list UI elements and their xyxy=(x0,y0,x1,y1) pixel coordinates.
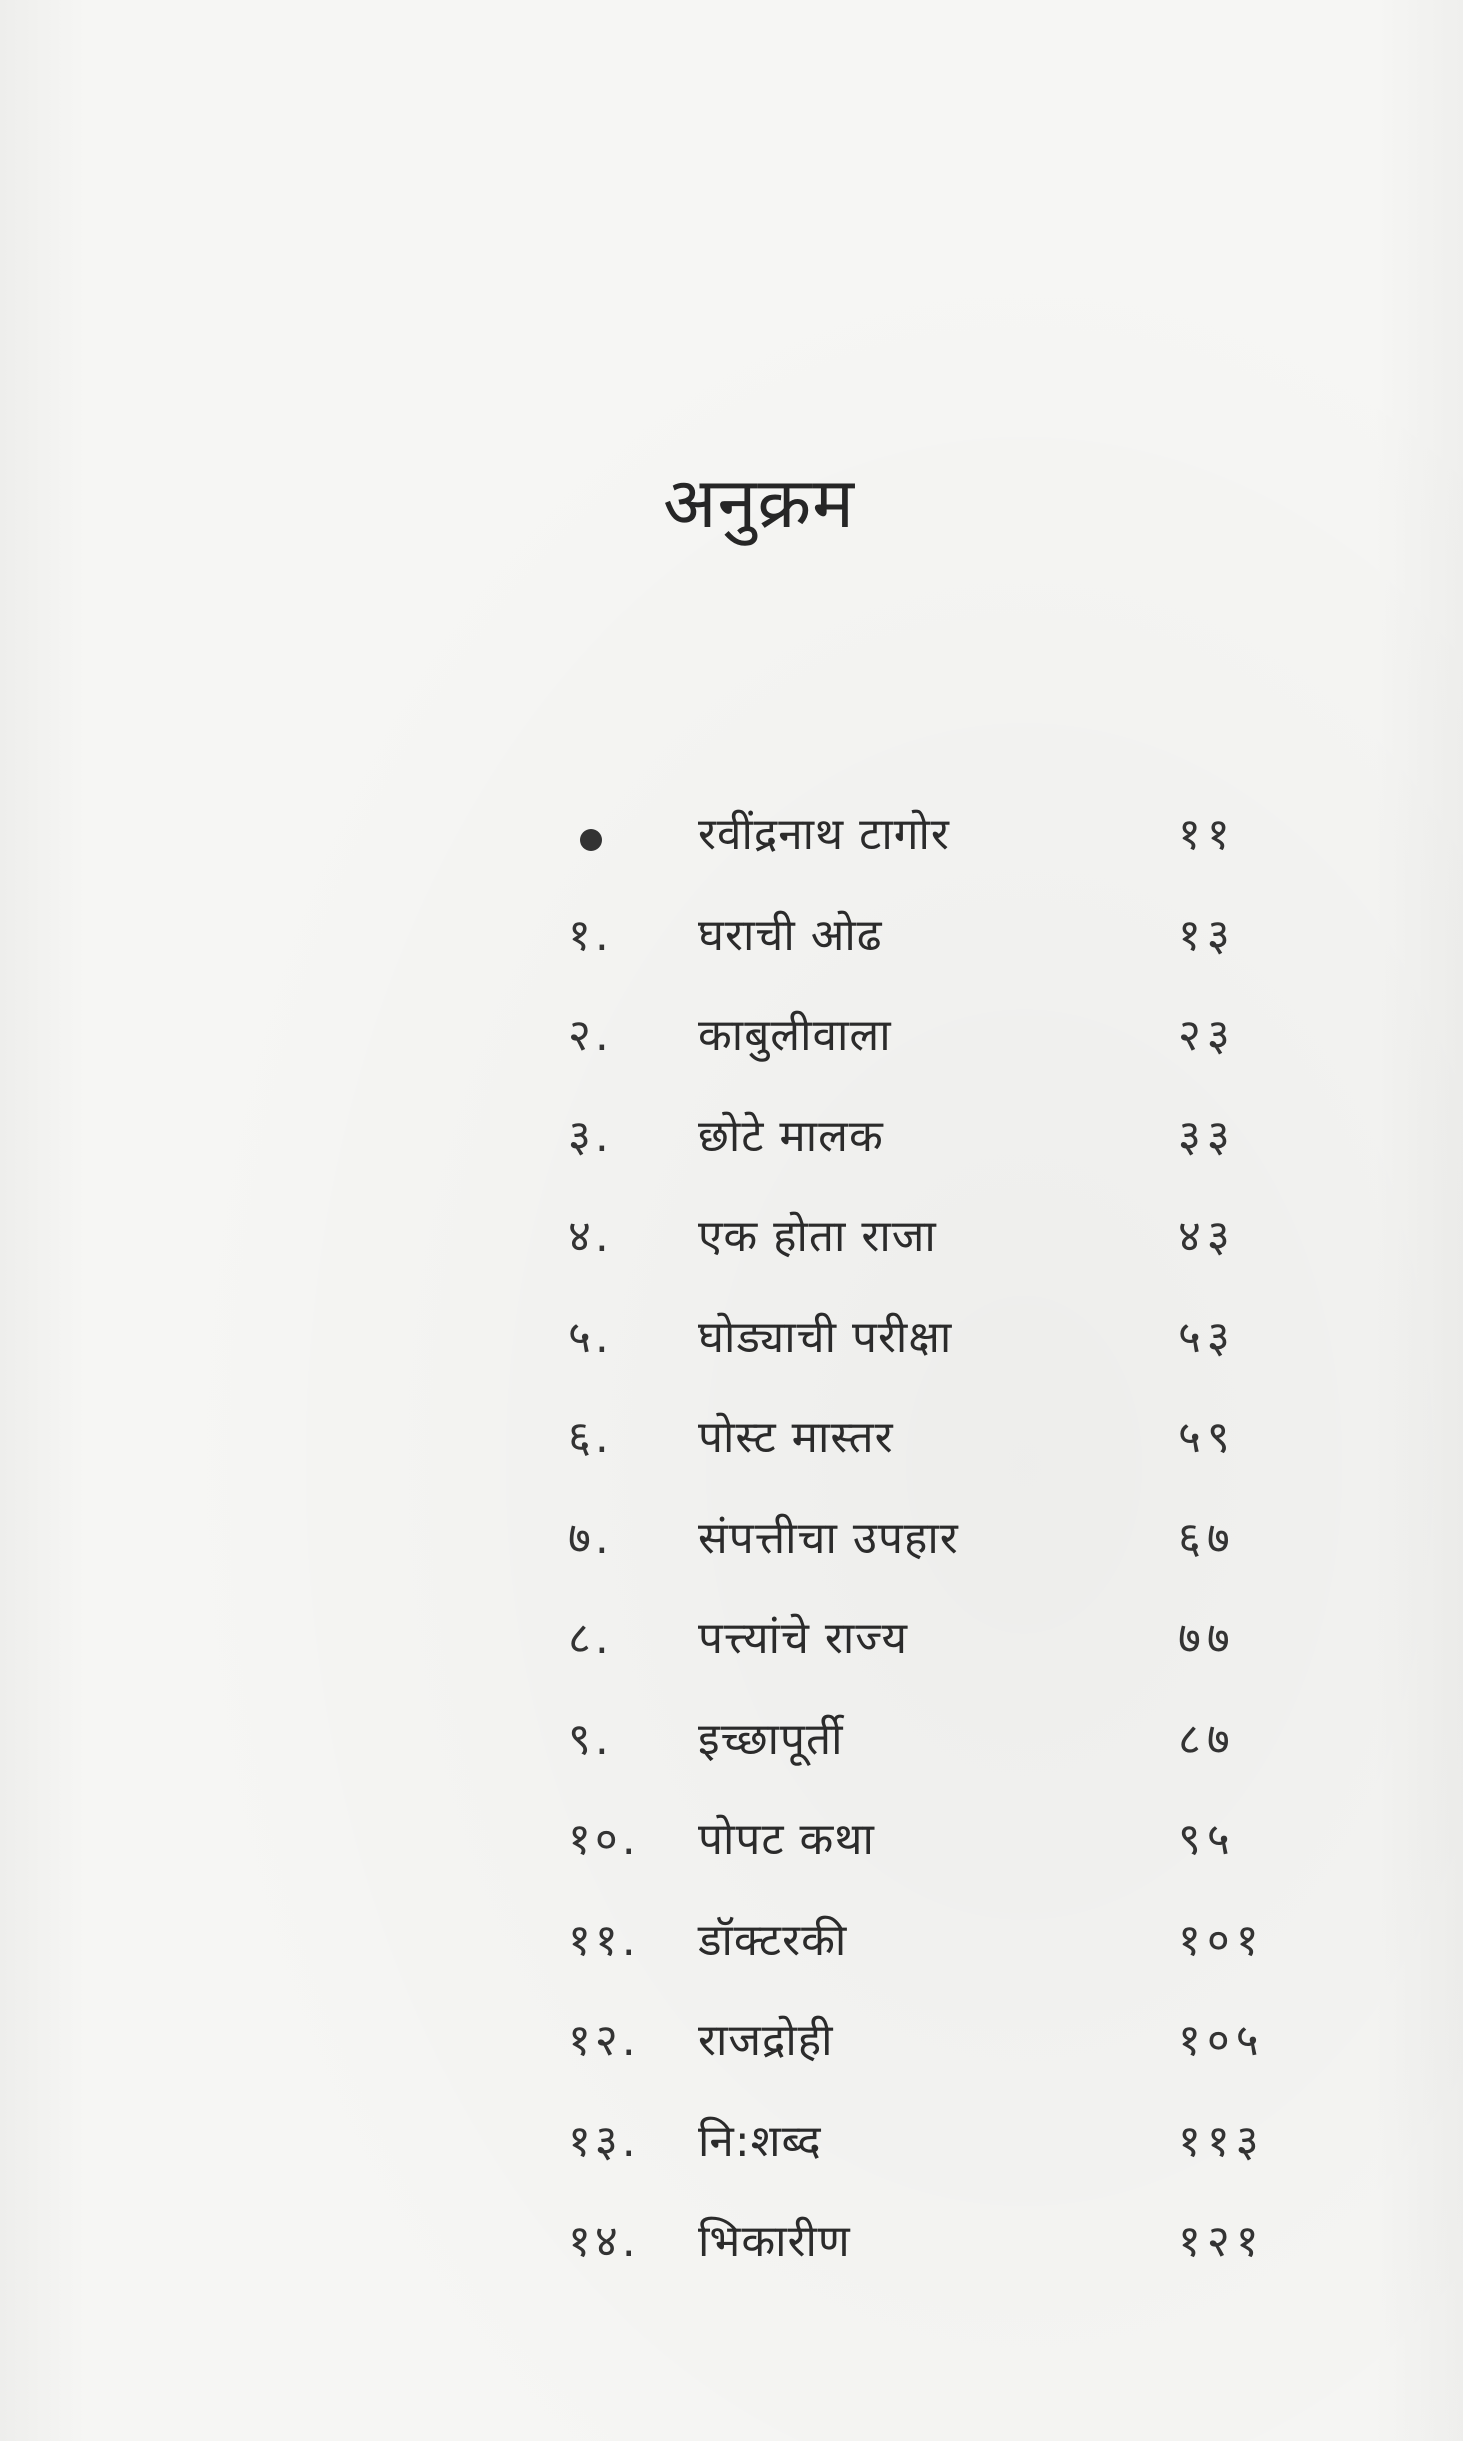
toc-page-number: ६७ xyxy=(1178,1512,1236,1564)
toc-page-number: १३ xyxy=(1178,909,1236,961)
toc-entry-number: १४. xyxy=(568,2216,640,2267)
page-title: अनुक्रम xyxy=(663,461,855,544)
toc-row xyxy=(568,1006,1288,1107)
toc-entry-number: ८. xyxy=(568,1613,613,1664)
toc-entry-number: ७. xyxy=(568,1512,613,1564)
toc-page-number: ३३ xyxy=(1178,1110,1236,1162)
toc-entry-title: भिकारीण xyxy=(698,2216,851,2267)
toc-entry-number: ३. xyxy=(568,1110,613,1162)
toc-row xyxy=(568,805,1288,906)
toc-row xyxy=(568,1107,1288,1208)
toc-page-number: ८७ xyxy=(1178,1713,1236,1765)
toc-entry-number: ५. xyxy=(568,1311,613,1363)
toc-page-number: ४३ xyxy=(1178,1211,1236,1262)
toc-row xyxy=(568,1207,1288,1308)
toc-row xyxy=(568,1609,1288,1710)
toc-entry-title: छोटे मालक xyxy=(698,1110,884,1162)
toc-row xyxy=(568,2112,1288,2213)
toc-entry-number: ९. xyxy=(568,1713,613,1765)
toc-entry-title: डॉक्टरकी xyxy=(698,1914,848,1966)
toc-row xyxy=(568,1509,1288,1610)
toc-page-number: १२१ xyxy=(1178,2216,1265,2267)
toc-page-number: ११ xyxy=(1178,809,1236,860)
toc-entry-title: इच्छापूर्ती xyxy=(698,1713,844,1765)
toc-page-number: २३ xyxy=(1178,1010,1236,1061)
toc-page-number: ७७ xyxy=(1178,1613,1236,1664)
toc-entry-number: १३. xyxy=(568,2115,640,2167)
toc-row xyxy=(568,1408,1288,1509)
bullet-icon xyxy=(580,829,602,851)
toc-page-number: १०५ xyxy=(1178,2015,1265,2066)
toc-entry-title: पोस्ट मास्तर xyxy=(698,1412,894,1463)
toc-entry-title: घराची ओढ xyxy=(698,909,883,961)
toc-page-number: ९५ xyxy=(1178,1814,1236,1865)
toc-entry-number: ११. xyxy=(568,1914,640,1966)
toc-entry-title: काबुलीवाला xyxy=(698,1010,892,1061)
toc-entry-number: ४. xyxy=(568,1211,613,1262)
toc-entry-number: ६. xyxy=(568,1412,613,1463)
toc-page-number: १०१ xyxy=(1178,1914,1265,1966)
toc-entry-title: राजद्रोही xyxy=(698,2015,834,2066)
toc-entry-title: नि:शब्द xyxy=(698,2115,822,2167)
toc-entry-title: संपत्तीचा उपहार xyxy=(698,1512,959,1564)
toc-page-number: ५९ xyxy=(1178,1412,1236,1463)
toc-page-number: ५३ xyxy=(1178,1311,1236,1363)
toc-entry-title: पत्त्यांचे राज्य xyxy=(698,1613,908,1664)
toc-entry-number: २. xyxy=(568,1010,613,1061)
toc-entry-title: घोड्याची परीक्षा xyxy=(698,1311,953,1363)
toc-row xyxy=(568,1710,1288,1811)
toc-entry-number: १०. xyxy=(568,1814,640,1865)
toc-row xyxy=(568,2011,1288,2112)
toc-row xyxy=(568,1308,1288,1409)
toc-page-number: ११३ xyxy=(1178,2115,1265,2167)
toc-row xyxy=(568,1810,1288,1911)
table-of-contents xyxy=(568,805,1288,2313)
toc-row xyxy=(568,1911,1288,2012)
toc-entry-number: १. xyxy=(568,909,613,961)
toc-row xyxy=(568,2212,1288,2313)
toc-row xyxy=(568,906,1288,1007)
toc-entry-title: पोपट कथा xyxy=(698,1814,875,1865)
toc-entry-number: १२. xyxy=(568,2015,640,2066)
toc-entry-title: एक होता राजा xyxy=(698,1211,937,1262)
toc-entry-title: रवींद्रनाथ टागोर xyxy=(698,809,950,860)
